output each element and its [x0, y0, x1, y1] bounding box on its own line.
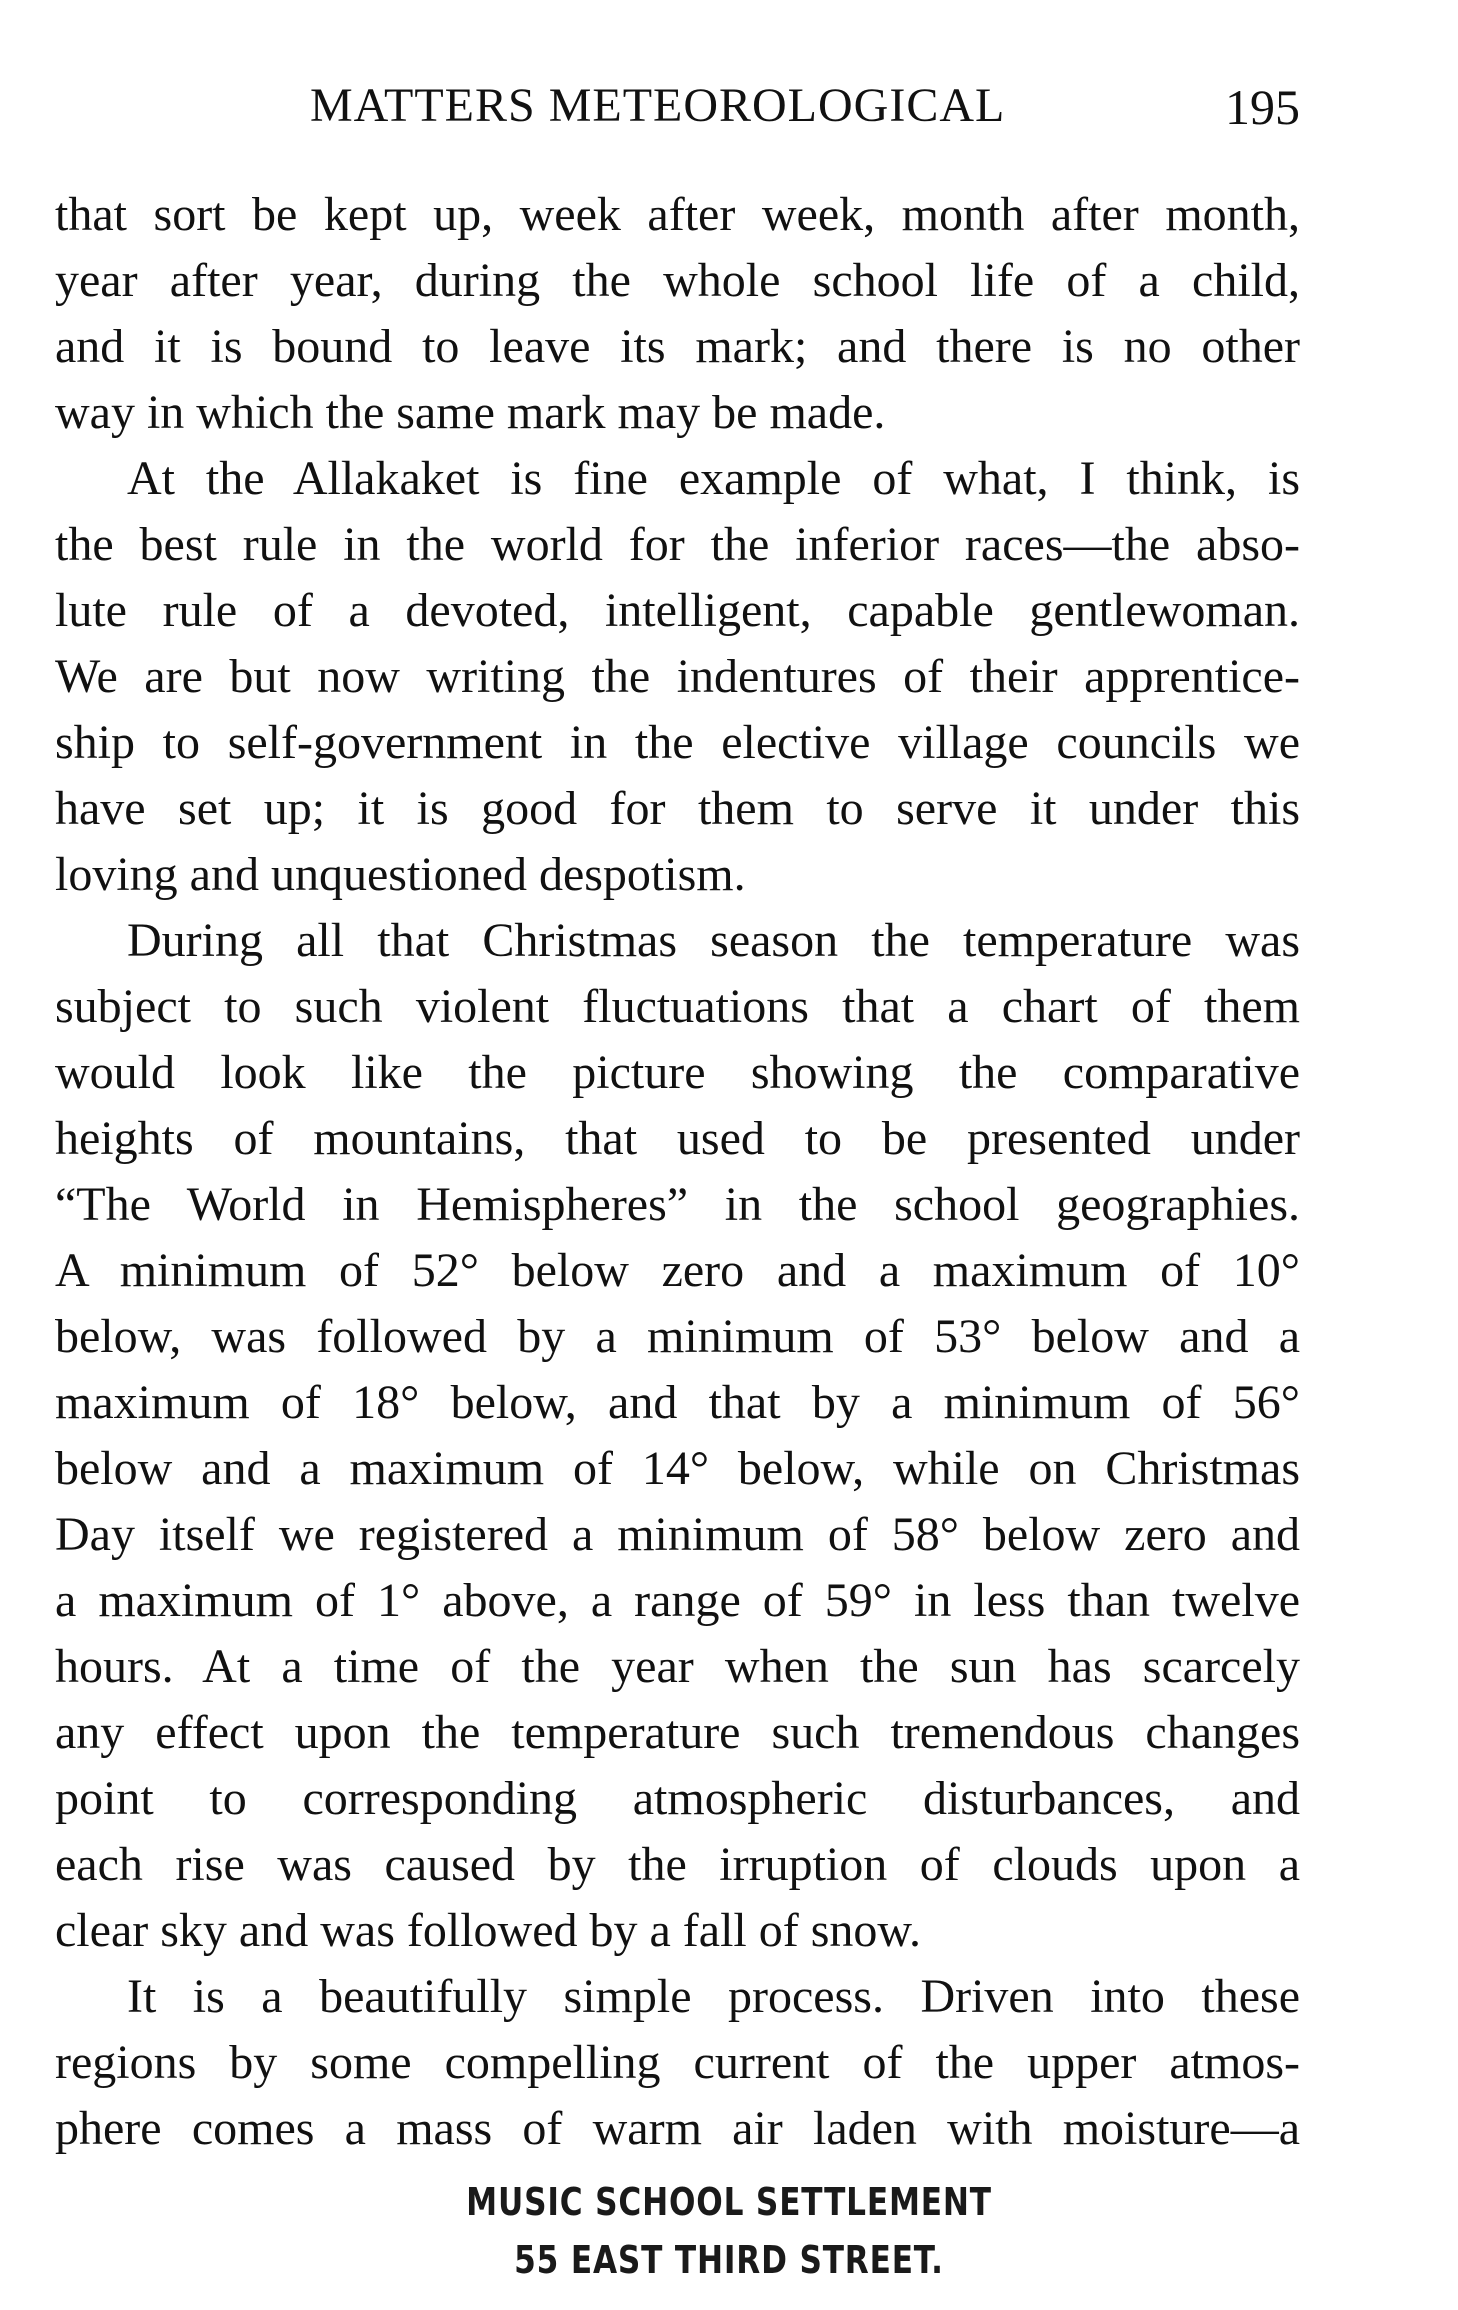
- text-line: below and a maximum of 14° below, while on Christmas: [55, 1442, 1300, 1495]
- text-line: “The World in Hemispheres” in the school geographies.: [55, 1178, 1300, 1231]
- paragraph-first-line: At the Allakaket is fine example of what, I think, is: [127, 452, 1300, 505]
- text-line: Day itself we registered a minimum of 58° below zero and: [55, 1508, 1300, 1561]
- text-line: way in which the same mark may be made.: [55, 386, 886, 439]
- text-line: ship to self-government in the elective village councils we: [55, 716, 1300, 769]
- text-line: have set up; it is good for them to serve it under this: [55, 782, 1300, 835]
- text-line: We are but now writing the indentures of their apprentice-: [55, 650, 1300, 703]
- text-line: below, was followed by a minimum of 53° below and a: [55, 1310, 1300, 1363]
- running-head-title: MATTERS METEOROLOGICAL: [310, 79, 1006, 132]
- running-header: [55, 78, 1300, 148]
- library-stamp-line-2: 55 EAST THIRD STREET.: [514, 2238, 944, 2282]
- text-line: each rise was caused by the irruption of clouds upon a: [55, 1838, 1300, 1891]
- text-line: phere comes a mass of warm air laden with moisture—a: [55, 2102, 1300, 2155]
- paragraph-first-line: During all that Christmas season the temperature was: [127, 914, 1300, 967]
- text-line: a maximum of 1° above, a range of 59° in less than twelve: [55, 1574, 1300, 1627]
- page-number: 195: [1225, 79, 1300, 135]
- text-line: heights of mountains, that used to be presented under: [55, 1112, 1300, 1165]
- text-line: subject to such violent fluctuations that a chart of them: [55, 980, 1300, 1033]
- text-line: loving and unquestioned despotism.: [55, 848, 746, 901]
- text-line: regions by some compelling current of the upper atmos-: [55, 2036, 1300, 2089]
- text-line: point to corresponding atmospheric disturbances, and: [55, 1772, 1300, 1825]
- paragraph-first-line: It is a beautifully simple process. Driven into these: [127, 1970, 1300, 2023]
- text-line: year after year, during the whole school life of a child,: [55, 254, 1300, 307]
- library-stamp-line-1: MUSIC SCHOOL SETTLEMENT: [466, 2180, 992, 2224]
- text-line: any effect upon the temperature such tremendous changes: [55, 1706, 1300, 1759]
- text-line: that sort be kept up, week after week, month after month,: [55, 188, 1300, 241]
- text-line: clear sky and was followed by a fall of snow.: [55, 1904, 921, 1957]
- text-line: the best rule in the world for the inferior races—the abso-: [55, 518, 1300, 571]
- text-line: A minimum of 52° below zero and a maximum of 10°: [55, 1244, 1300, 1297]
- text-line: hours. At a time of the year when the sun has scarcely: [55, 1640, 1300, 1693]
- text-line: lute rule of a devoted, intelligent, capable gentlewoman.: [55, 584, 1300, 637]
- text-line: maximum of 18° below, and that by a minimum of 56°: [55, 1376, 1300, 1429]
- text-line: and it is bound to leave its mark; and there is no other: [55, 320, 1300, 373]
- body-text: [55, 182, 1300, 2162]
- text-line: would look like the picture showing the comparative: [55, 1046, 1300, 1099]
